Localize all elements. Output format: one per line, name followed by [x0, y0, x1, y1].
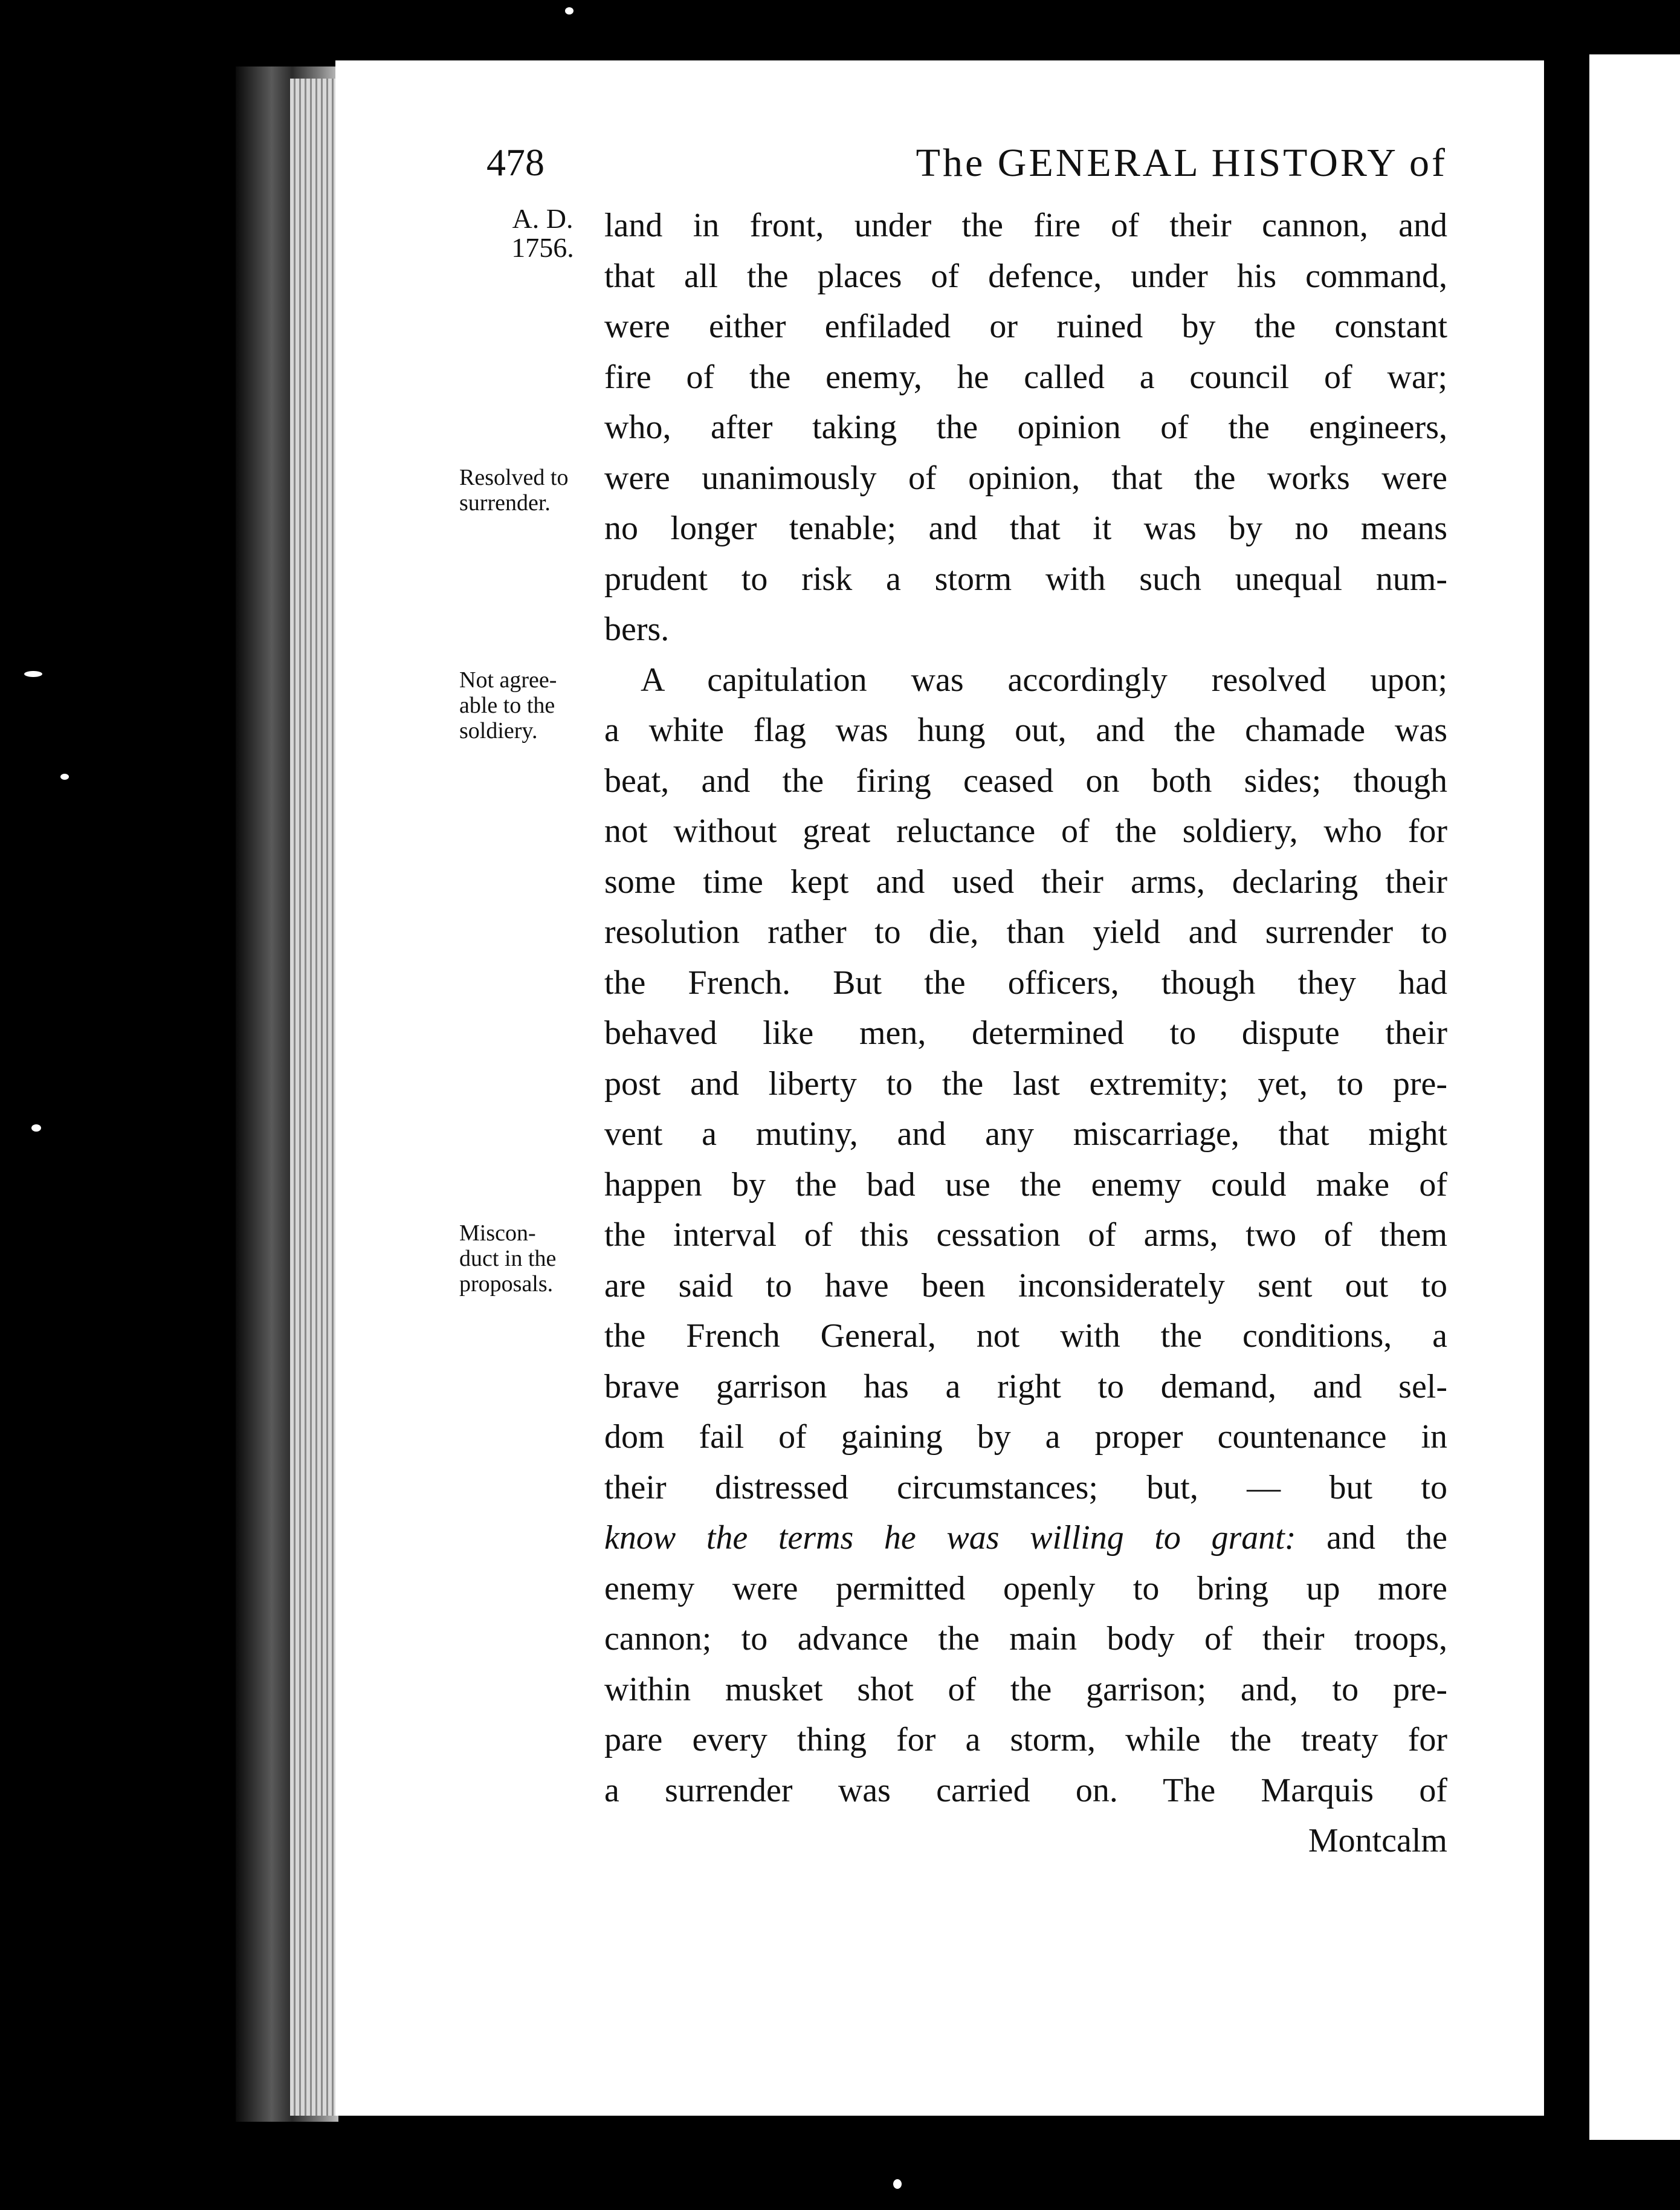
text-line: were either enfiladed or ruined by the constant: [604, 308, 1447, 345]
text-line: their distressed circumstances; but, — but to: [604, 1468, 1447, 1506]
margin-date-line: A. D.: [512, 203, 573, 234]
margin-date-line: 1756.: [511, 232, 574, 264]
text-line: the interval of this cessation of arms, two of them: [604, 1216, 1447, 1254]
margin-note-misconduct: [459, 1221, 607, 1297]
facing-page-edge: [1589, 54, 1680, 2140]
text-line: the French. But the officers, though they had: [604, 964, 1447, 1002]
margin-note-line: soldiery.: [459, 718, 538, 744]
text-line: a surrender was carried on. The Marquis of: [604, 1771, 1447, 1809]
text-line: who, after taking the opinion of the engineers,: [604, 409, 1447, 446]
text-line: a white flag was hung out, and the chamade was: [604, 711, 1447, 749]
text-line: vent a mutiny, and any miscarriage, that might: [604, 1115, 1447, 1153]
scan-speck: [893, 2179, 902, 2189]
scan-speck: [24, 671, 42, 677]
text-line: not without great reluctance of the soldiery, who for: [604, 812, 1447, 850]
book-gutter: [1544, 60, 1562, 2134]
running-head-title: The GENERAL HISTORY of: [916, 141, 1447, 185]
margin-date: [494, 204, 591, 263]
body-text: [604, 201, 1447, 1867]
text-line: behaved like men, determined to dispute their: [604, 1014, 1447, 1052]
text-line: that all the places of defence, under his command,: [604, 257, 1447, 295]
paragraph-start-line: A capitulation was accordingly resolved upon;: [641, 661, 1447, 699]
text-line: post and liberty to the last extremity; yet, to pre-: [604, 1064, 1447, 1103]
italic-phrase: know the terms he was willing to grant:: [604, 1519, 1296, 1557]
text-line-italic-phrase: [604, 1513, 1447, 1564]
text-line: fire of the enemy, he called a council of war;: [604, 358, 1447, 396]
scan-speck: [565, 7, 573, 15]
text-line: were unanimously of opinion, that the works were: [604, 459, 1447, 497]
margin-note-resolved: [459, 465, 607, 516]
catchword: Montcalm: [1308, 1822, 1447, 1859]
margin-note-line: Not agree-: [459, 667, 557, 693]
text-line: some time kept and used their arms, declaring their: [604, 863, 1447, 901]
scan-speck: [60, 774, 69, 780]
margin-note-line: able to the: [459, 692, 555, 718]
text-line: bers.: [604, 611, 670, 648]
page-number: 478: [486, 141, 544, 184]
text-line: cannon; to advance the main body of their troops,: [604, 1620, 1447, 1658]
text-line: the French General, not with the conditions, a: [604, 1317, 1447, 1355]
text-line: are said to have been inconsiderately sent out to: [604, 1266, 1447, 1304]
page-stack-edge: [290, 79, 338, 2116]
margin-note-not-agreeable: [459, 668, 607, 744]
running-head: [486, 140, 1447, 189]
text-line: land in front, under the fire of their cannon, and: [604, 207, 1447, 244]
text-line: prudent to risk a storm with such unequal num-: [604, 560, 1447, 598]
margin-note-line: Miscon-: [459, 1220, 536, 1246]
text-run: and the: [1326, 1519, 1448, 1557]
text-line: pare every thing for a storm, while the treaty for: [604, 1721, 1447, 1758]
margin-note-line: duct in the: [459, 1245, 557, 1271]
text-line: happen by the bad use the enemy could make of: [604, 1165, 1447, 1204]
text-line: beat, and the firing ceased on both sides; though: [604, 762, 1447, 800]
margin-note-line: Resolved to: [459, 465, 569, 490]
scan-speck: [31, 1124, 41, 1132]
margin-note-line: surrender.: [459, 490, 551, 516]
text-line: within musket shot of the garrison; and, to pre-: [604, 1670, 1447, 1708]
text-line: dom fail of gaining by a proper countenance in: [604, 1418, 1447, 1456]
text-line: enemy were permitted openly to bring up more: [604, 1569, 1447, 1607]
text-line: resolution rather to die, than yield and surrender to: [604, 913, 1447, 951]
margin-note-line: proposals.: [459, 1271, 554, 1297]
text-line: brave garrison has a right to demand, and sel-: [604, 1367, 1447, 1405]
text-line: no longer tenable; and that it was by no means: [604, 510, 1447, 547]
